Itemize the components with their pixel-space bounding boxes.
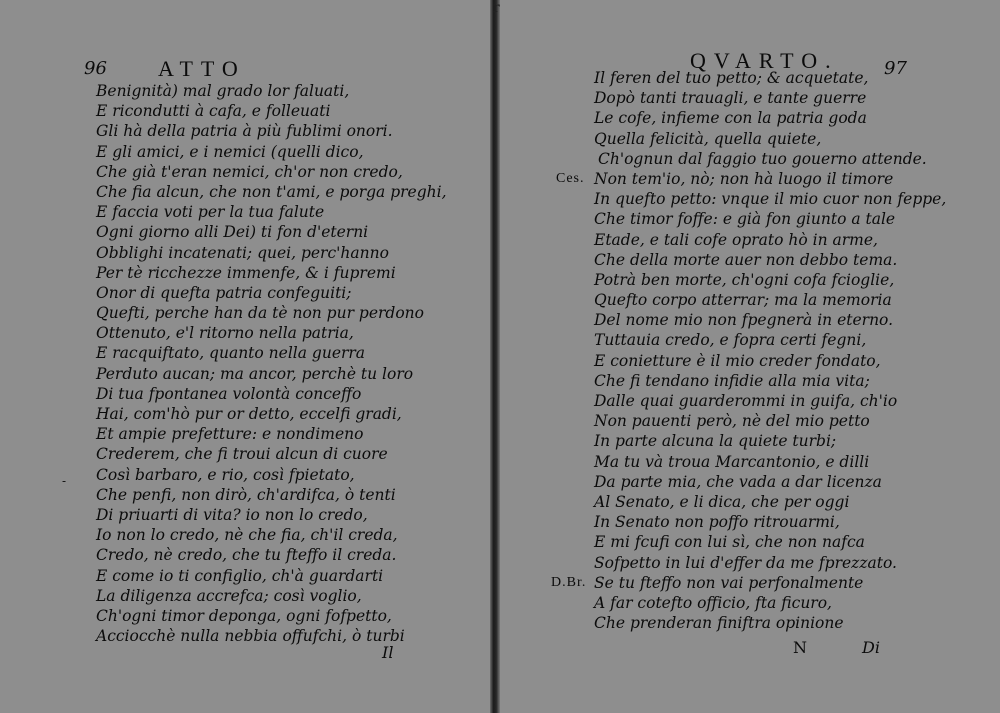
verse-line: Onor di quefta patria confeguiti;	[96, 283, 352, 302]
verse-line: Io non lo credo, nè che fia, ch'il creda,	[96, 526, 398, 545]
verse-line: Dopò tanti trauagli, e tante guerre	[594, 89, 867, 108]
verse-line: Obblighi incatenati; quei, perc'hanno	[96, 243, 389, 262]
speaker-label: Ces.	[556, 171, 585, 186]
verse-line: In Senato non poffo ritrouarmi,	[594, 513, 840, 532]
verse-line: Ottenuto, e'l ritorno nella patria,	[96, 324, 354, 343]
verse-line: Etade, e tali cofe oprato hò in arme,	[594, 230, 878, 249]
verse-line: Sofpetto in lui d'effer da me fprezzato.	[594, 553, 897, 572]
verse-line: In parte alcuna la quiete turbi;	[594, 432, 837, 451]
verse-line: Di tua fpontanea volontà conceffo	[96, 384, 362, 403]
verse-line: Per tè ricchezze immenfe, & i fupremi	[96, 263, 396, 282]
right-page-number: 97	[884, 58, 907, 79]
verse-line: Quefti, perche han da tè non pur perdono	[96, 304, 424, 323]
right-running-head: QVARTO.	[690, 48, 839, 73]
verse-line: Così barbaro, e rio, così fpietato,	[96, 465, 355, 484]
verse-line: Ch'ogni timor deponga, ogni fofpetto,	[96, 606, 392, 625]
verse-line: Perduto aucan; ma ancor, perchè tu loro	[96, 364, 414, 383]
verse-line: E gli amici, e i nemici (quelli dico,	[96, 142, 364, 161]
verse-line: Che prenderan finiftra opinione	[594, 614, 844, 633]
verse-line: E ricondutti à cafa, e folleuati	[96, 102, 331, 121]
verse-line: A far cotefto officio, fta ficuro,	[594, 593, 832, 612]
left-running-head: ATTO	[158, 56, 246, 81]
right-catchword: Di	[862, 638, 880, 657]
right-text-block	[594, 68, 946, 633]
left-text-block	[96, 81, 447, 646]
left-page	[0, 0, 492, 713]
verse-line: Non pauenti però, nè del mio petto	[594, 412, 870, 431]
verse-line: Ma tu và troua Marcantonio, e dilli	[594, 452, 870, 471]
left-page-number: 96	[84, 58, 107, 79]
verse-line: Quella felicità, quella quiete,	[594, 129, 822, 148]
verse-line: Crederem, che fi troui alcun di cuore	[96, 445, 388, 464]
verse-line: Gli hà della patria à più fublimi onori.	[96, 122, 393, 141]
verse-line: Acciocchè nulla nebbia offufchi, ò turbi	[96, 627, 405, 646]
verse-line: Che timor foffe: e già fon giunto a tale	[594, 210, 896, 229]
verse-line: Credo, nè credo, che tu fteffo il creda.	[96, 546, 397, 565]
verse-line: Tuttauia credo, e fopra certi fegni,	[594, 331, 867, 350]
verse-line: Et ampie prefetture: e nondimeno	[96, 425, 364, 444]
verse-line: Da parte mia, che vada a dar licenza	[594, 472, 882, 491]
verse-line: Che fi tendano infidie alla mia vita;	[594, 371, 870, 390]
signature-mark: N	[793, 638, 807, 657]
verse-line: E come io ti configlio, ch'à guardarti	[96, 566, 384, 585]
verse-line: Il feren del tuo petto; & acquetate,	[594, 69, 869, 87]
verse-line: Ch'ognun dal faggio tuo gouerno attende.	[598, 149, 927, 168]
verse-line: E faccia voti per la tua falute	[96, 203, 325, 222]
verse-line: Al Senato, e li dica, che per oggi	[594, 492, 850, 511]
verse-line: Che della morte auer non debbo tema.	[594, 250, 898, 269]
verse-line: Potrà ben morte, ch'ogni cofa fcioglie,	[594, 270, 895, 289]
verse-line: Le cofe, infieme con la patria goda	[594, 109, 867, 128]
verse-line: Del nome mio non fpegnerà in eterno.	[594, 311, 894, 330]
verse-line: Non tem'io, nò; non hà luogo il timore	[594, 169, 894, 188]
verse-line: Ogni giorno alli Dei) ti fon d'eterni	[96, 223, 369, 242]
top-mark: r	[493, 0, 500, 16]
left-catchword: Il	[382, 643, 394, 662]
verse-line: Di priuarti di vita? io non lo credo,	[96, 505, 368, 524]
verse-line: Che già t'eran nemici, ch'or non credo,	[96, 162, 403, 181]
verse-line: Che penfi, non dirò, ch'ardifca, ò tenti	[96, 485, 396, 504]
verse-line: La diligenza accrefca; così voglio,	[96, 586, 362, 605]
verse-line: E conietture è il mio creder fondato,	[594, 351, 881, 370]
verse-line: Se tu fteffo non vai perfonalmente	[594, 573, 864, 592]
verse-line: In quefto petto: vnque il mio cuor non feppe,	[594, 190, 947, 209]
verse-line: Dalle quai guarderommi in guifa, ch'io	[594, 392, 898, 410]
verse-line: Hai, com'hò pur or detto, eccelfi gradi,	[96, 405, 402, 423]
stray-mark: -	[62, 474, 67, 488]
verse-line: E racquiftato, quanto nella guerra	[96, 344, 366, 363]
right-page	[500, 0, 1000, 713]
verse-line: E mi fcufi con lui sì, che non nafca	[594, 533, 865, 552]
verse-line: Quefto corpo atterrar; ma la memoria	[594, 291, 892, 310]
verse-line: Benignità) mal grado lor faluati,	[96, 82, 350, 100]
verse-line: Che fia alcun, che non t'ami, e porga preghi,	[96, 182, 447, 201]
speaker-label: D.Br.	[551, 575, 587, 590]
